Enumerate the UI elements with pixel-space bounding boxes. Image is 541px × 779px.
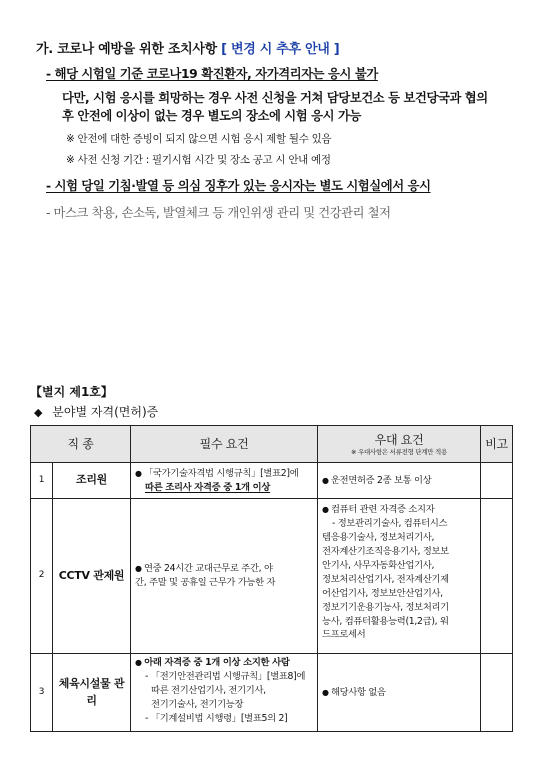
preferred-line: 어산업기사, 정보보안산업기사, — [322, 587, 443, 599]
row-number: 3 — [31, 654, 53, 732]
row-name: CCTV 관제원 — [53, 499, 131, 654]
attachment-subtitle — [34, 403, 158, 420]
table-header-row — [31, 426, 513, 463]
table-row — [31, 654, 513, 732]
required-line: ● 연중 24시간 교대근무로 주간, 야 — [135, 562, 313, 576]
required-line — [135, 481, 313, 495]
covid-item-5: - 마스크 착용, 손소독, 발열체크 등 개인위생 관리 및 건강관리 철저 — [46, 206, 391, 220]
covid-item-3: 후 안전에 이상이 없는 경우 별도의 장소에 시험 응시 가능 — [62, 109, 361, 123]
covid-item-1: - 해당 시험일 기준 코로나19 확진환자, 자가격리자는 응시 불가 — [46, 67, 378, 81]
preferred-line: 능사, 컴퓨터활용능력(1,2급), 워 — [322, 615, 449, 627]
section-title — [36, 38, 339, 57]
row-required — [131, 499, 318, 654]
row-name: 체육시설물 관리 — [53, 654, 131, 732]
row-preferred — [318, 499, 481, 654]
required-line: 전기기술사, 전기기능장 — [151, 698, 244, 710]
table-row — [31, 463, 513, 499]
preferred-line: 드프로세서 — [322, 629, 366, 641]
row-required — [131, 654, 318, 732]
table-row — [31, 499, 513, 654]
section-title-highlight: [ 변경 시 추후 안내 ] — [221, 42, 340, 57]
header-preferred — [318, 426, 481, 463]
covid-note-1: ※ 안전에 대한 증빙이 되지 않으면 시험 응시 제할 될수 있음 — [66, 133, 332, 145]
row-remarks — [481, 463, 513, 499]
preferred-line: 안기사, 사무자동화산업기사, — [322, 559, 435, 571]
header-preferred-label: 우대 요건 — [374, 433, 424, 448]
required-line: ● 「국가기술자격법 시행규칙」[별표2]에 — [135, 467, 313, 481]
header-required: 필수 요건 — [131, 426, 318, 463]
qualification-table — [30, 425, 513, 732]
header-preferred-note: ※ 우대사항은 서류전형 단계만 적용 — [351, 448, 447, 457]
preferred-line: 정보처리산업기사, 전자계산기제 — [322, 573, 449, 585]
diamond-icon: ◆ — [34, 406, 43, 419]
row-required — [131, 463, 318, 499]
row-remarks — [481, 654, 513, 732]
required-line-text: 따른 조리사 자격증 중 1개 이상 — [145, 481, 271, 493]
covid-item-4: - 시험 당일 기침·발열 등 의심 징후가 있는 응시자는 별도 시험실에서 응시 — [46, 179, 431, 193]
section-title-text: 가. 코로나 예방을 위한 조치사항 — [36, 42, 217, 57]
header-kind: 직 종 — [31, 426, 131, 463]
required-line: 간, 주말 및 공휴일 근무가 가능한 자 — [135, 577, 276, 588]
row-preferred — [318, 654, 481, 732]
preferred-line: 템응용기술사, 정보처리기사, — [322, 531, 435, 543]
required-line: 따른 전기산업기사, 전기기사, — [151, 684, 266, 696]
preferred-line: ● 컴퓨터 관련 자격증 소지자 — [322, 503, 476, 517]
preferred-line: 정보기기운용기능사, 정보처리기 — [322, 601, 449, 613]
header-remarks: 비고 — [481, 426, 513, 463]
attachment-subtitle-text: 분야별 자격(면허)증 — [52, 405, 159, 419]
attachment-label: 【별지 제1호】 — [30, 385, 113, 399]
row-preferred — [318, 463, 481, 499]
required-line: - 「전기안전관리법 시행규칙」[별표8]에 — [145, 670, 306, 682]
row-remarks — [481, 499, 513, 654]
row-number: 1 — [31, 463, 53, 499]
preferred-line: ● 운전면허증 2종 보통 이상 — [322, 474, 476, 488]
preferred-line: - 정보관리기술사, 컴퓨터시스 — [332, 517, 448, 529]
preferred-line: ● 해당사항 없음 — [322, 686, 476, 700]
required-line: ● 아래 자격증 중 1개 이상 소지한 사람 — [135, 656, 313, 670]
preferred-line: 전자계산기조직응용기사, 정보보 — [322, 545, 449, 557]
required-line: - 「기계설비법 시행령」[별표5의 2] — [145, 712, 288, 724]
covid-item-2: 다만, 시험 응시를 희망하는 경우 사전 신청을 거쳐 담당보건소 등 보건당국과 협의 — [62, 91, 488, 105]
row-number: 2 — [31, 499, 53, 654]
row-name: 조리원 — [53, 463, 131, 499]
covid-note-2: ※ 사전 신청 기간 : 필기시험 시간 및 장소 공고 시 안내 예정 — [66, 154, 331, 166]
